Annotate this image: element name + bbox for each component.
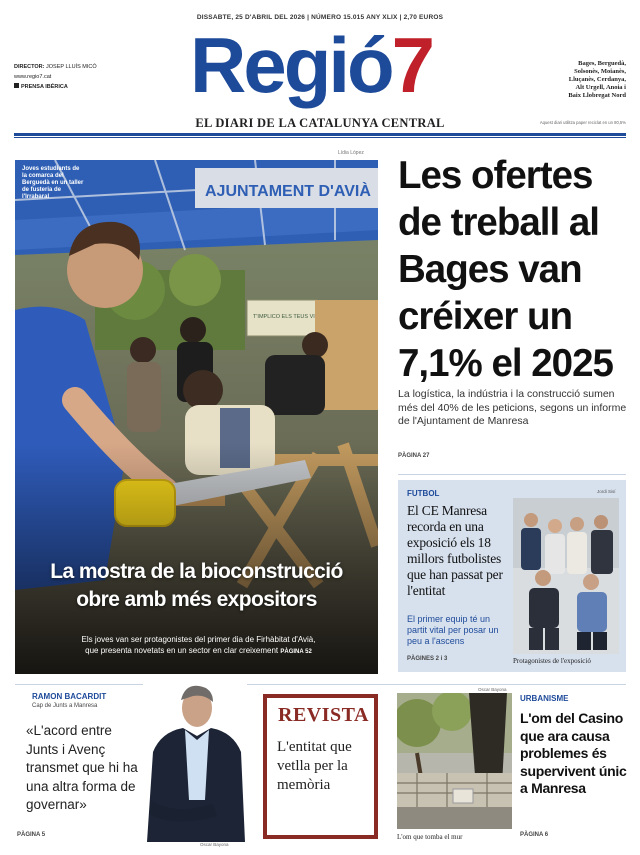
portrait-illustration — [143, 680, 247, 842]
publisher-icon — [14, 83, 19, 88]
sport-photo[interactable] — [513, 498, 619, 654]
sport-headline[interactable]: El CE Manresa recorda en una exposició els 18 millors futbolistes que han passat per l'entitat — [407, 503, 503, 598]
main-photo-headline[interactable] — [15, 558, 378, 614]
casino-headline[interactable]: L'om del Casino que ara causa problemes és supervivent únic a Manresa — [520, 710, 627, 796]
main-photo-credit: Lídia López — [338, 150, 364, 156]
opinion-page-ref[interactable]: PÀGINA 5 — [17, 832, 46, 838]
casino-photo-caption: L'om que tomba el mur — [397, 833, 463, 841]
director-label: DIRECTOR: — [14, 64, 45, 70]
opinion-portrait[interactable] — [143, 680, 247, 842]
main-photo-deck-line: Els joves van ser protagonistes del primer dia de Firhàbitat d'Avià, — [81, 635, 316, 644]
revista-teaser: L'entitat que vetlla per la memòria — [277, 739, 352, 793]
main-photo-page-ref[interactable]: PÀGINA 52 — [280, 649, 312, 655]
region-line: Alt Urgell, Anoia i — [575, 84, 626, 91]
main-photo-deck-line: que presenta novetats en un sector en clar creixement — [85, 646, 279, 655]
lead-page-ref[interactable]: PÀGINA 27 — [398, 453, 430, 459]
opinion-role: Cap de Junts a Manresa — [32, 703, 98, 709]
tree-wall-illustration — [397, 693, 512, 829]
casino-page-ref[interactable]: PÀGINA 6 — [520, 832, 549, 838]
sport-photo-credit: Jordi Sisí — [597, 489, 616, 494]
opinion-name: RAMON BACARDIT — [32, 692, 107, 701]
logo-number: 7 — [391, 21, 433, 109]
dateline: DISSABTE, 25 D'ABRIL DEL 2026 | NÚMERO 15.015 ANY XLIX | 2,70 EUROS — [196, 14, 444, 21]
opinion-photo-credit: Oscar Bayona — [200, 842, 229, 847]
lead-deck: La logística, la indústria i la construcció sumen més del 40% de les peticions, segons un informe de l'Ajuntament de Manresa — [398, 388, 627, 427]
opinion-quote[interactable]: «L'acord entre Junts i Avenç transmet que hi ha una altra forma de governar» — [26, 723, 138, 812]
header-rule — [14, 133, 626, 136]
region-line: Lluçanès, Cerdanya, — [568, 76, 626, 83]
region-line: Solsonès, Moianès, — [574, 68, 626, 75]
main-photo-headline-line: obre amb més expositors — [76, 588, 317, 611]
header-rule-thin — [14, 137, 626, 138]
main-photo-caption: Joves estudiants de la comarca del Berguedà en un taller de fusteria de l'Irrabaral — [22, 166, 84, 200]
casino-section-label: URBANISME — [520, 694, 569, 703]
publisher-name: PRENSA IBÉRICA — [21, 84, 68, 90]
website-link[interactable]: www.regio7.cat — [14, 74, 52, 80]
sport-section-label: FUTBOL — [407, 489, 440, 498]
tagline: EL DIARI DE LA CATALUNYA CENTRAL — [195, 116, 445, 130]
group-photo-illustration — [513, 498, 619, 654]
main-photo-deck — [26, 634, 371, 658]
casino-photo-credit: Oscar Bayona — [478, 687, 507, 692]
lead-headline[interactable]: Les ofertes de treball al Bages van créixer un 7,1% el 2025 — [398, 154, 613, 385]
casino-photo[interactable] — [397, 693, 512, 829]
main-photo-headline-line: La mostra de la bioconstrucció — [50, 560, 343, 583]
region-line: Baix Llobregat Nord — [568, 92, 626, 99]
director-name: JOSEP LLUÍS MICÓ — [46, 64, 97, 70]
revista-title: REVISTA — [278, 704, 369, 726]
logo-word: Regió — [190, 21, 392, 109]
sport-photo-caption: Protagonistes de l'exposició — [513, 657, 591, 665]
masthead-logo[interactable] — [190, 22, 455, 108]
lead-divider — [398, 474, 626, 475]
director-block — [14, 62, 97, 92]
sport-page-ref[interactable]: PÀGINES 2 i 3 — [407, 656, 448, 662]
sport-deck: El primer equip té un partit vital per posar un peu a l'ascens — [407, 614, 499, 646]
bottom-divider — [15, 684, 626, 685]
regions-list — [516, 60, 626, 100]
region-line: Bages, Berguedà, — [578, 60, 626, 67]
recycled-paper-note: Aquest diari utilitza paper reciclat en un 80,5% — [539, 120, 626, 125]
